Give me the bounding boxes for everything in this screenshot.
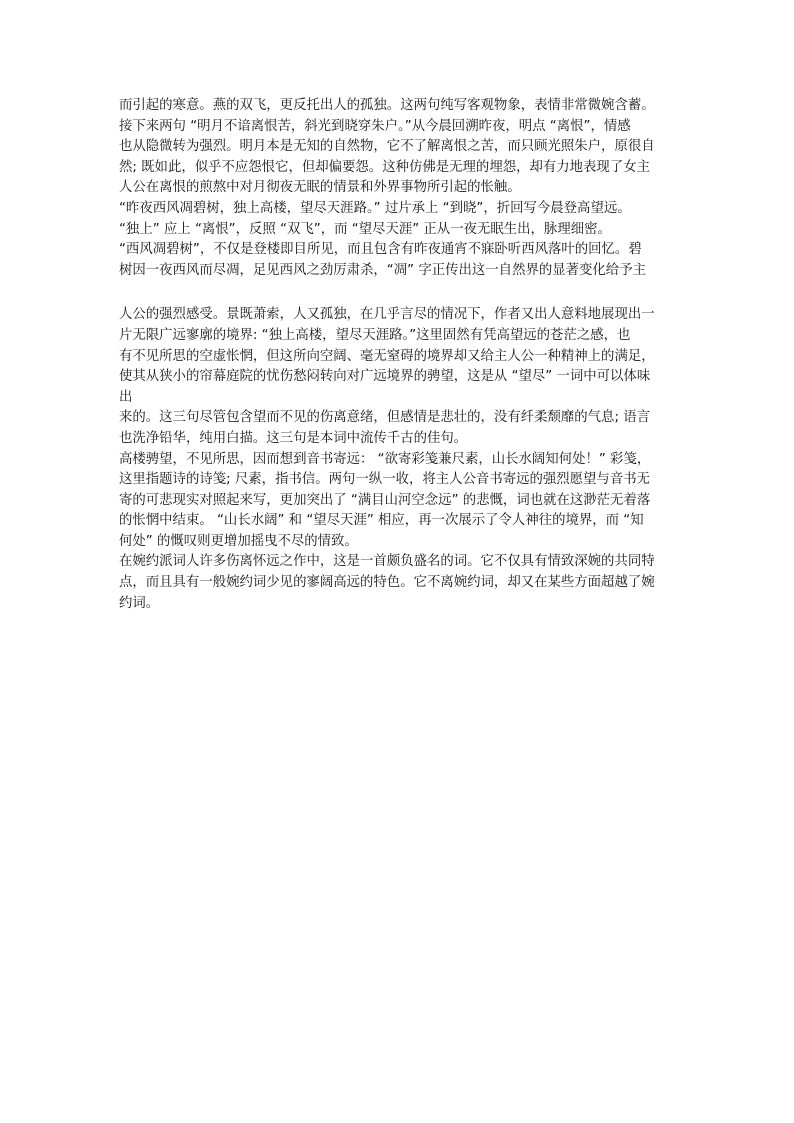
text-line: 这里指题诗的诗笺; 尺素，指书信。两句一纵一收，将主人公音书寄远的强烈愿望与音书无 [119, 472, 650, 488]
text-line: 然; 既如此，似乎不应怨恨它，但却偏要怨。这种仿佛是无理的埋怨，却有力地表现了女主 [119, 159, 650, 175]
text-line: 人公在离恨的煎熬中对月彻夜无眠的情景和外界事物所引起的怅触。 [119, 180, 521, 196]
text-line: 接下来两句 “明月不谙离恨苦，斜光到晓穿朱户。”从今晨回溯昨夜，明点 “离恨”，情感 [119, 118, 631, 134]
text-line: 而引起的寒意。燕的双飞，更反托出人的孤独。这两句纯写客观物象，表情非常微婉含蓄。 [119, 98, 655, 113]
text-line: 的怅惘中结束。 “山长水阔” 和 “望尽天涯” 相应，再一次展示了令人神往的境界，而 “知 [119, 513, 644, 529]
text-line: 也从隐微转为强烈。明月本是无知的自然物，它不了解离恨之苦，而只顾光照朱户，原很自 [119, 139, 655, 155]
text-line: “独上” 应上 “离恨”，反照 “双飞”，而 “望尽天涯” 正从一夜无眠生出，脉理细密。 [119, 221, 611, 237]
text-line: 在婉约派词人许多伤离怀远之作中，这是一首颇负盛名的词。它不仅具有情致深婉的共同特 [119, 554, 655, 570]
text-line: 片无限广远寥廓的境界: “独上高楼，望尽天涯路。”这里固然有凭高望远的苍茫之感，也 [119, 327, 631, 343]
text-line: “西风凋碧树”，不仅是登楼即目所见，而且包含有昨夜通宵不寐卧听西风落叶的回忆。碧 [119, 242, 642, 258]
text-line: 使其从狭小的帘幕庭院的忧伤愁闷转向对广远境界的骋望，这是从 “望尽” 一词中可以体味 [119, 369, 651, 385]
text-line: 约词。 [119, 595, 160, 611]
text-line: “昨夜西风凋碧树，独上高楼，望尽天涯路。” 过片承上 “到晓”，折回写今晨登高望远。 [119, 200, 631, 216]
text-line: 寄的可悲现实对照起来写，更加突出了 “满目山河空念远” 的悲慨，词也就在这渺茫无着落 [119, 492, 651, 508]
paragraph-gap [119, 281, 681, 305]
text-line: 高楼骋望，不见所思，因而想到音书寄远： “欲寄彩笺兼尺素，山长水阔知何处！” 彩笺， [119, 451, 651, 467]
text-line: 有不见所思的空虚怅惘，但这所向空阔、毫无窒碍的境界却又给主人公一种精神上的满足， [119, 348, 655, 364]
text-line: 来的。这三句尽管包含望而不见的伤离意绪，但感情是悲壮的，没有纤柔颓靡的气息; 语言 [119, 410, 650, 426]
text-line: 点，而且具有一般婉约词少见的寥阔高远的特色。它不离婉约词，却又在某些方面超越了婉 [119, 575, 655, 591]
text-line: 也洗净铅华，纯用白描。这三句是本词中流传千古的佳句。 [119, 430, 468, 446]
text-line: 出 [119, 389, 133, 405]
text-line: 人公的强烈感受。景既萧索，人又孤独，在几乎言尽的情况下，作者又出人意料地展现出一 [119, 307, 655, 323]
text-line: 树因一夜西风而尽凋，足见西风之劲厉肃杀，“凋” 字正传出这一自然界的显著变化给予主 [119, 262, 646, 278]
text-line: 何处” 的慨叹则更增加摇曳不尽的情致。 [119, 533, 358, 549]
document-body [119, 96, 681, 614]
